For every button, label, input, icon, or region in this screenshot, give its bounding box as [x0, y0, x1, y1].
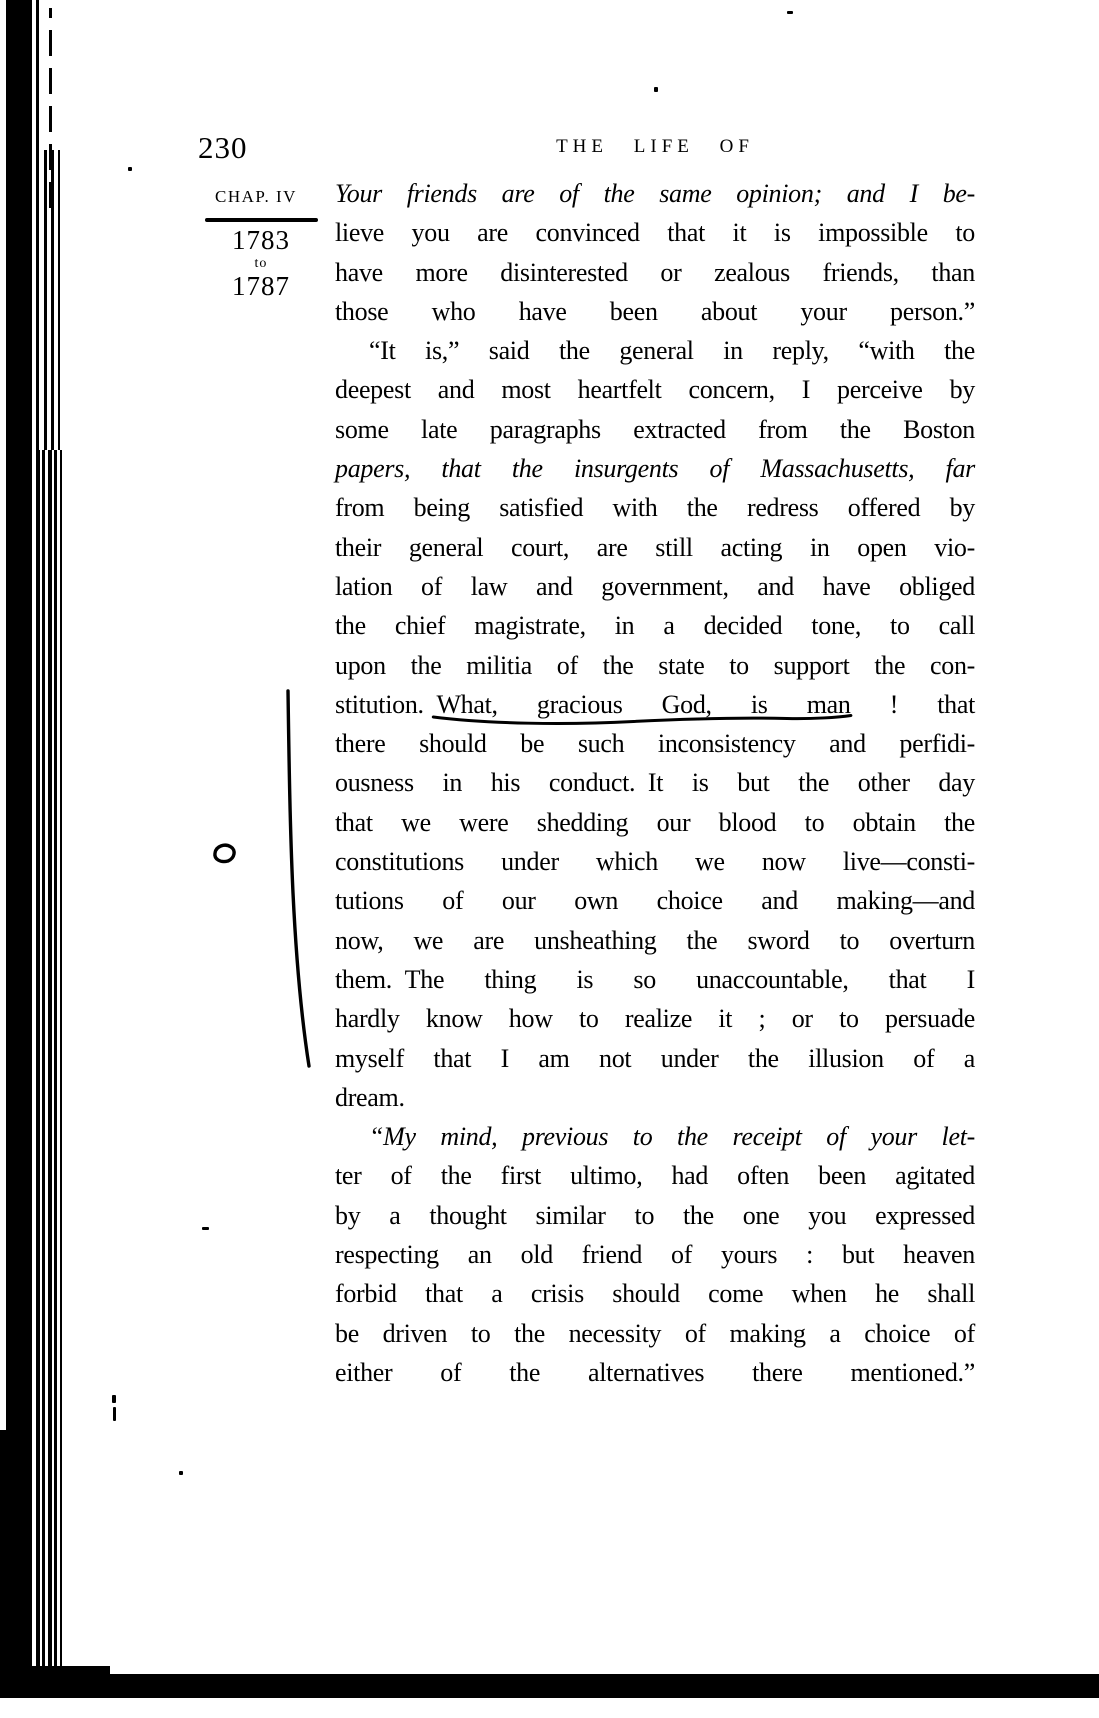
text-line: that we were shedding our blood to obtain the: [335, 807, 975, 837]
text-line: dream.: [335, 1082, 405, 1112]
scan-speck: [113, 1407, 116, 1421]
line-text: ! that: [850, 689, 976, 719]
text-line: them. The thing is so unaccountable, that I: [335, 964, 975, 994]
page-number: 230: [198, 130, 248, 165]
text-line: there should be such inconsistency and perfidi-: [335, 729, 975, 759]
chapter-years: [203, 227, 319, 300]
chapter-label: CHAP. IV: [215, 187, 297, 206]
pen-underline-stroke: [429, 712, 855, 727]
chapter-rule: [205, 218, 318, 222]
text-line: respecting an old friend of yours : but heaven: [335, 1240, 975, 1270]
text-line: lieve you are convinced that it is impossible to: [335, 218, 975, 248]
scan-speck: [202, 1227, 209, 1230]
scan-bottom-edge-bar: [0, 1674, 1099, 1698]
scan-binding-streaks-lower: [36, 450, 62, 1698]
text-line: ousness in his conduct. It is but the other day: [335, 768, 975, 798]
text-line: forbid that a crisis should come when he shall: [335, 1279, 975, 1309]
text-line: by a thought similar to the one you expressed: [335, 1200, 975, 1230]
scan-speck: [787, 11, 793, 14]
text-line: “It is,” said the general in reply, “with the: [369, 336, 975, 366]
text-line: [335, 685, 975, 724]
pen-margin-line: [288, 691, 309, 1066]
scan-speck: [128, 167, 132, 171]
text-line: hardly know how to realize it ; or to persuade: [335, 1004, 975, 1034]
year-word-to: to: [254, 256, 268, 271]
text-line: from being satisfied with the redress offered by: [335, 493, 975, 523]
text-line: Your friends are of the same opinion; and I be-: [335, 179, 975, 208]
line-text: stitution.: [335, 689, 437, 719]
scan-speck: [654, 87, 658, 92]
year-to: 1787: [232, 271, 290, 301]
text-column: [335, 174, 975, 1392]
text-line: constitutions under which we now live—consti-: [335, 847, 975, 877]
pen-circle-mark: [215, 845, 234, 861]
scan-binding-streaks-upper: [44, 150, 60, 450]
underlined-phrase: What, gracious God, is man: [436, 690, 850, 719]
scan-speck: [179, 1471, 183, 1475]
text-line: upon the militia of the state to support the con-: [335, 650, 975, 680]
text-line: be driven to the necessity of making a choice of: [335, 1318, 975, 1348]
text-line: their general court, are still acting in open vio-: [335, 532, 975, 562]
year-from: 1783: [232, 225, 290, 255]
text-line: ter of the first ultimo, had often been agitated: [335, 1161, 975, 1191]
scan-speck: [112, 1395, 116, 1403]
text-line: papers, that the insurgents of Massachusetts, far: [335, 454, 975, 484]
text-line: now, we are unsheathing the sword to overturn: [335, 925, 975, 955]
text-line: myself that I am not under the illusion of a: [335, 1043, 975, 1073]
scan-bottom-edge-ramp: [0, 1666, 110, 1678]
running-title: THE LIFE OF: [556, 136, 754, 157]
text-line: the chief magistrate, in a decided tone, to call: [335, 611, 975, 641]
text-line: have more disinterested or zealous friends, than: [335, 257, 975, 287]
text-line: some late paragraphs extracted from the Boston: [335, 414, 975, 444]
text-line: either of the alternatives there mentioned.”: [335, 1357, 975, 1387]
text-line: those who have been about your person.”: [335, 296, 975, 326]
scan-binding-bar-lower: [0, 1430, 32, 1698]
text-line: deepest and most heartfelt concern, I perceive by: [335, 375, 975, 405]
text-line: lation of law and government, and have obliged: [335, 571, 975, 601]
text-line: tutions of our own choice and making—and: [335, 886, 975, 916]
text-line: “My mind, previous to the receipt of your let-: [369, 1122, 975, 1152]
